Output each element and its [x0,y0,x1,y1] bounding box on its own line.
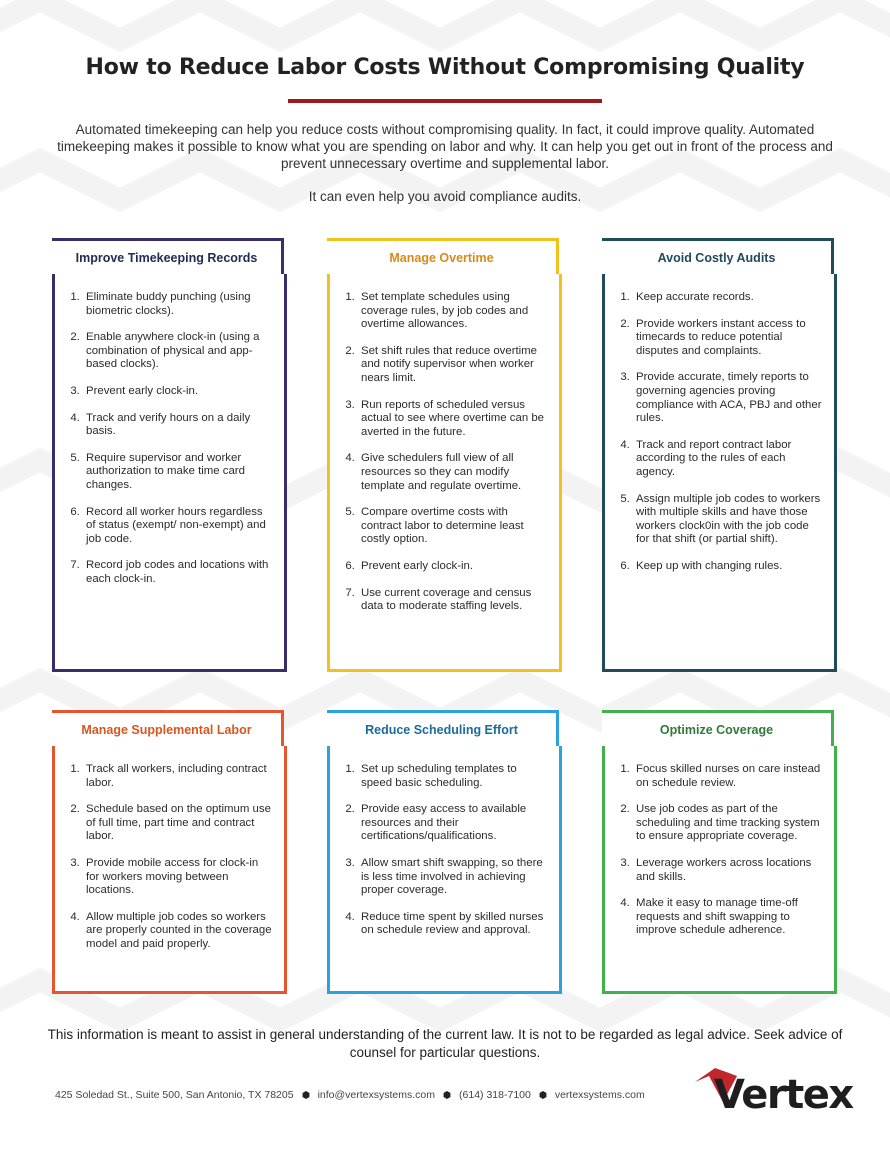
list-item: 1. Set template schedules using coverage rules, by job codes and overtime allowances. [358,291,549,332]
list-item: 4. Make it easy to manage time-off requests and shift swapping to improve schedule adherence. [633,897,824,938]
list-item: 2. Enable anywhere clock-in (using a combination of physical and app-based clocks). [83,331,274,372]
card-list [605,746,834,938]
list-item: 1. Eliminate buddy punching (using biometric clocks). [83,291,274,318]
card-body [52,746,287,994]
list-item: 3. Provide accurate, timely reports to governing agencies proving compliance with ACA, PBJ and other rules. [633,371,824,425]
hexagon-bullet-icon [539,1091,547,1099]
list-item: 3. Allow smart shift swapping, so there is less time involved in achieving proper coverage. [358,857,549,898]
list-item: 4. Allow multiple job codes so workers are properly counted in the coverage model and paid properly. [83,911,274,952]
card-body [602,746,837,994]
list-item: 4. Track and verify hours on a daily basis. [83,412,274,439]
card-list [55,274,284,587]
legal-notice: This information is meant to assist in general understanding of the current law. It is not to be regarded as legal advice. Seek advice of counsel for particular questions. [47,1027,843,1060]
list-item: 1. Track all workers, including contract labor. [83,763,274,790]
list-item: 7. Use current coverage and census data to moderate staffing levels. [358,587,549,614]
list-item: 1. Set up scheduling templates to speed basic scheduling. [358,763,549,790]
list-item: 6. Prevent early clock-in. [358,560,549,574]
list-item: 1. Keep accurate records. [633,291,824,305]
card-list [55,746,284,952]
list-item: 2. Provide easy access to available resources and their certifications/qualifications. [358,803,549,844]
list-item: 4. Give schedulers full view of all resources so they can modify template and regulate overtime. [358,452,549,493]
card-list [330,746,559,938]
card-body [602,274,837,672]
footer-contact [55,1089,645,1101]
card-title: Improve Timekeeping Records [52,238,284,274]
card-title: Optimize Coverage [602,710,834,746]
list-item: 5. Assign multiple job codes to workers with multiple skills and have those workers clock0in with the job code for that shift (or partial shift). [633,493,824,547]
title-underline [288,99,602,103]
list-item: 6. Record all worker hours regardless of status (exempt/ non-exempt) and job code. [83,506,274,547]
list-item: 1. Focus skilled nurses on care instead on schedule review. [633,763,824,790]
card-body [52,274,287,672]
list-item: 3. Prevent early clock-in. [83,385,274,399]
list-item: 2. Use job codes as part of the scheduling and time tracking system to ensure appropriate coverage. [633,803,824,844]
list-item: 2. Provide workers instant access to timecards to reduce potential disputes and complaints. [633,318,824,359]
list-item: 3. Run reports of scheduled versus actual to see where overtime can be averted in the future. [358,399,549,440]
card-title: Manage Overtime [327,238,559,274]
card-list [330,274,559,614]
list-item: 4. Reduce time spent by skilled nurses on schedule review and approval. [358,911,549,938]
hexagon-bullet-icon [443,1091,451,1099]
card-list [605,274,834,574]
list-item: 4. Track and report contract labor according to the rules of each agency. [633,439,824,480]
card-body [327,746,562,994]
footer-email[interactable]: info@vertexsystems.com [317,1089,436,1101]
list-item: 3. Provide mobile access for clock-in for workers moving between locations. [83,857,274,898]
list-item: 2. Schedule based on the optimum use of full time, part time and contract labor. [83,803,274,844]
list-item: 6. Keep up with changing rules. [633,560,824,574]
footer-phone: (614) 318-7100 [459,1089,531,1101]
card-title: Manage Supplemental Labor [52,710,284,746]
card-body [327,274,562,672]
footer-address: 425 Soledad St., Suite 500, San Antonio, TX 78205 [55,1089,294,1101]
card-title: Reduce Scheduling Effort [327,710,559,746]
intro-paragraph: Automated timekeeping can help you reduce costs without compromising quality. In fact, it could improve quality. Automated timekeeping makes it possible to know what you are spending on labor and why. It can help you get out in front of the process and prevent unnecessary overtime and supplemental labor. [57,122,833,171]
footer-website[interactable]: vertexsystems.com [554,1089,645,1101]
intro-audit-line: It can even help you avoid compliance audits. [308,189,582,204]
list-item: 5. Require supervisor and worker authorization to make time card changes. [83,452,274,493]
page-title: How to Reduce Labor Costs Without Compromising Quality [85,55,805,80]
list-item: 2. Set shift rules that reduce overtime and notify supervisor when worker nears limit. [358,345,549,386]
vertex-logo: Vertex [714,1072,853,1118]
list-item: 5. Compare overtime costs with contract labor to determine least costly option. [358,506,549,547]
list-item: 7. Record job codes and locations with each clock-in. [83,559,274,586]
card-title: Avoid Costly Audits [602,238,834,274]
list-item: 3. Leverage workers across locations and skills. [633,857,824,884]
hexagon-bullet-icon [302,1091,310,1099]
